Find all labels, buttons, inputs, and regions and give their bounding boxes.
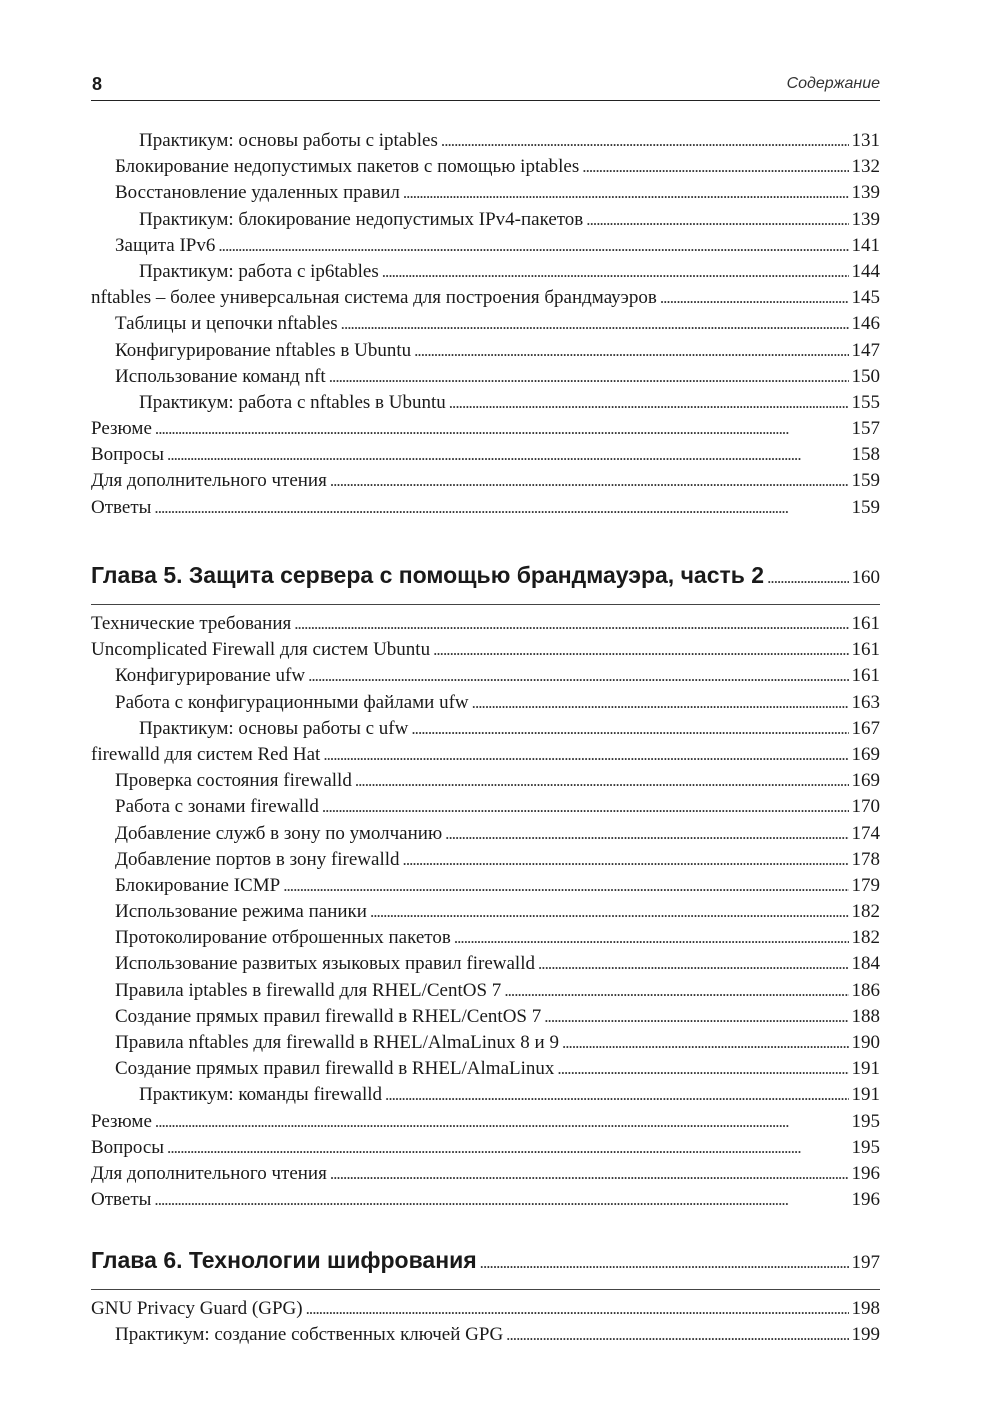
toc-entry-page: 191 xyxy=(851,1058,880,1080)
chapter-heading[interactable] xyxy=(91,562,880,598)
chapter-rule xyxy=(91,604,880,605)
toc-entry-page: 195 xyxy=(851,1136,880,1158)
toc-entry-title: Восстановление удаленных правил xyxy=(115,182,400,204)
toc-entry-page: 174 xyxy=(851,822,880,844)
toc-entry-title: Правила iptables в firewalld для RHEL/CentOS 7 xyxy=(115,979,502,1001)
toc-entry-page: 139 xyxy=(851,182,880,204)
chapter-entries xyxy=(91,1296,880,1348)
toc-entry[interactable] xyxy=(91,716,880,742)
leader-dots xyxy=(414,338,848,364)
toc-entry[interactable] xyxy=(91,1109,880,1135)
toc-entry[interactable] xyxy=(91,663,880,689)
toc-entry-page: 188 xyxy=(851,1005,880,1027)
toc-entry[interactable] xyxy=(91,1004,880,1030)
toc-entry-title: Добавление служб в зону по умолчанию xyxy=(115,822,443,844)
toc-entry-title: Вопросы xyxy=(91,444,165,466)
toc-entry-title: Конфигурирование nftables в Ubuntu xyxy=(115,339,412,361)
toc-entry[interactable] xyxy=(91,742,880,768)
toc-entry-title: Проверка состояния firewalld xyxy=(115,770,352,792)
chapter-entries xyxy=(91,611,880,1213)
toc-entry-title: Создание прямых правил firewalld в RHEL/AlmaLinux xyxy=(115,1058,555,1080)
toc-entry-title: Для дополнительного чтения xyxy=(91,1162,327,1184)
toc-entry[interactable] xyxy=(91,1296,880,1322)
toc-entry-page: 198 xyxy=(851,1298,880,1319)
toc-entry[interactable] xyxy=(91,390,880,416)
leader-dots xyxy=(433,637,848,663)
toc-entry[interactable] xyxy=(91,311,880,337)
leader-dots xyxy=(154,1187,848,1213)
leader-dots xyxy=(382,259,849,285)
leader-dots xyxy=(294,611,848,637)
toc-entry-title: Добавление портов в зону firewalld xyxy=(115,848,400,870)
chapter-rule xyxy=(91,1289,880,1290)
toc-entry[interactable] xyxy=(91,180,880,206)
toc-entry-page: 139 xyxy=(851,208,880,230)
toc-entry-title: Вопросы xyxy=(91,1136,165,1158)
chapter-heading[interactable] xyxy=(91,1247,880,1283)
toc-entry[interactable] xyxy=(91,873,880,899)
leader-dots xyxy=(370,899,849,925)
toc-entry-title: Использование развитых языковых правил firewalld xyxy=(115,953,535,975)
toc-section-chapter6 xyxy=(91,1247,880,1348)
toc-entry-page: 146 xyxy=(851,313,880,335)
toc-entry[interactable] xyxy=(91,1187,880,1213)
toc-entry-title: GNU Privacy Guard (GPG) xyxy=(91,1298,303,1319)
toc-entry-title: nftables – более универсальная система для построения брандмауэров xyxy=(91,287,657,309)
toc-entry[interactable] xyxy=(91,128,880,154)
toc-entry-page: 186 xyxy=(851,979,880,1001)
leader-dots xyxy=(283,873,848,899)
toc-entry[interactable] xyxy=(91,1135,880,1161)
leader-dots xyxy=(403,180,849,206)
toc-entry-page: 167 xyxy=(851,717,880,739)
toc-entry-title: Блокирование недопустимых пакетов с помощью iptables xyxy=(115,156,580,178)
toc-entry-title: Использование команд nft xyxy=(115,365,326,387)
toc-entry-page: 144 xyxy=(851,260,880,282)
toc-entry-title: Практикум: создание собственных ключей GPG xyxy=(115,1324,504,1346)
leader-dots xyxy=(562,1030,849,1056)
toc-entry[interactable] xyxy=(91,207,880,233)
leader-dots xyxy=(506,1322,848,1348)
toc-entry-page: 161 xyxy=(851,639,880,661)
leader-dots xyxy=(557,1056,848,1082)
chapter-page: 160 xyxy=(851,567,880,588)
toc-entry-page: 182 xyxy=(851,927,880,949)
chapter-title: Глава 6. Технологии шифрования xyxy=(91,1247,477,1273)
toc-entry[interactable] xyxy=(91,338,880,364)
leader-dots xyxy=(544,1004,848,1030)
leader-dots xyxy=(308,663,848,689)
toc-entry[interactable] xyxy=(91,847,880,873)
toc-entry-page: 159 xyxy=(851,470,880,492)
leader-dots xyxy=(155,416,849,442)
toc-entry-page: 178 xyxy=(851,848,880,870)
leader-dots xyxy=(441,128,849,154)
toc-entry-page: 157 xyxy=(851,418,880,440)
leader-dots xyxy=(341,311,849,337)
toc-entry[interactable] xyxy=(91,416,880,442)
toc-entry-page: 150 xyxy=(851,365,880,387)
toc-entry-title: Ответы xyxy=(91,1189,152,1211)
toc-entry-title: Таблицы и цепочки nftables xyxy=(115,313,338,335)
toc-entry[interactable] xyxy=(91,925,880,951)
toc-entry-page: 199 xyxy=(851,1324,880,1346)
toc-entry-title: Uncomplicated Firewall для систем Ubuntu xyxy=(91,639,431,661)
toc-entry-page: 184 xyxy=(851,953,880,975)
toc-entry-page: 141 xyxy=(851,234,880,256)
toc-entry[interactable] xyxy=(91,259,880,285)
leader-dots xyxy=(385,1082,848,1108)
toc-entry-title: Резюме xyxy=(91,418,152,440)
leader-dots xyxy=(329,364,849,390)
toc-entry-page: 132 xyxy=(851,156,880,178)
toc-entry-title: Резюме xyxy=(91,1110,152,1132)
toc-entry-page: 179 xyxy=(851,874,880,896)
leader-dots xyxy=(355,768,849,794)
toc-section-chapter5 xyxy=(91,562,880,1213)
toc-entry[interactable] xyxy=(91,495,880,521)
leader-dots xyxy=(445,821,848,847)
toc-entry[interactable] xyxy=(91,768,880,794)
toc-entry-page: 131 xyxy=(851,130,880,151)
toc-entry-page: 161 xyxy=(851,613,880,634)
toc-entry-title: Блокирование ICMP xyxy=(115,874,281,896)
toc-entry[interactable] xyxy=(91,637,880,663)
running-title: Содержание xyxy=(786,75,880,92)
toc-entry-title: Работа с зонами firewalld xyxy=(115,796,319,818)
leader-dots xyxy=(480,1253,849,1273)
leader-dots xyxy=(155,1109,849,1135)
toc-entry-title: Технические требования xyxy=(91,613,292,634)
toc-entry-page: 161 xyxy=(851,665,880,687)
page-number: 8 xyxy=(92,74,103,94)
leader-dots xyxy=(330,468,849,494)
toc-entry-title: Конфигурирование ufw xyxy=(115,665,306,687)
toc-entry-page: 163 xyxy=(851,691,880,713)
leader-dots xyxy=(322,794,849,820)
leader-dots xyxy=(167,442,848,468)
toc-entry-page: 147 xyxy=(851,339,880,361)
toc-entry-title: Протоколирование отброшенных пакетов xyxy=(115,927,451,949)
leader-dots xyxy=(586,207,848,233)
page-header xyxy=(91,72,880,101)
leader-dots xyxy=(411,716,848,742)
toc-entry-page: 170 xyxy=(851,796,880,818)
toc-entry-title: Ответы xyxy=(91,496,152,518)
toc-entry-page: 182 xyxy=(851,901,880,923)
toc-entry[interactable] xyxy=(91,233,880,259)
toc-entry[interactable] xyxy=(91,951,880,977)
toc-entry[interactable] xyxy=(91,364,880,390)
toc-entry[interactable] xyxy=(91,821,880,847)
leader-dots xyxy=(660,285,849,311)
toc-entry[interactable] xyxy=(91,978,880,1004)
leader-dots xyxy=(330,1161,849,1187)
toc-entry[interactable] xyxy=(91,1056,880,1082)
toc-section-chapter4-continued xyxy=(91,128,880,521)
toc-entry-page: 155 xyxy=(851,391,880,413)
toc-entry-title: Работа с конфигурационными файлами ufw xyxy=(115,691,469,713)
toc-entry-title: Практикум: команды firewalld xyxy=(139,1084,383,1106)
toc-entry[interactable] xyxy=(91,1161,880,1187)
toc-entry-title: Создание прямых правил firewalld в RHEL/CentOS 7 xyxy=(115,1005,542,1027)
leader-dots xyxy=(403,847,849,873)
toc-entry-page: 190 xyxy=(851,1032,880,1053)
toc-entry[interactable] xyxy=(91,611,880,637)
toc-entry-page: 169 xyxy=(851,770,880,792)
toc-entry-page: 191 xyxy=(851,1084,880,1106)
leader-dots xyxy=(167,1135,848,1161)
toc-entry-title: firewalld для систем Red Hat xyxy=(91,743,321,765)
toc-entry-title: Практикум: работа с ip6tables xyxy=(139,260,379,282)
toc-entry-page: 196 xyxy=(851,1189,880,1211)
toc-entry-title: Практикум: блокирование недопустимых IPv4-пакетов xyxy=(139,208,584,230)
toc-entry[interactable] xyxy=(91,899,880,925)
toc-entry[interactable] xyxy=(91,1322,880,1348)
toc-entry[interactable] xyxy=(91,154,880,180)
leader-dots xyxy=(449,390,849,416)
toc-entry[interactable] xyxy=(91,794,880,820)
toc-entry[interactable] xyxy=(91,1082,880,1108)
toc-entry-title: Правила nftables для firewalld в RHEL/AlmaLinux 8 и 9 xyxy=(115,1032,559,1053)
leader-dots xyxy=(538,951,849,977)
toc-entry-page: 159 xyxy=(851,496,880,518)
toc-entry-title: Для дополнительного чтения xyxy=(91,470,327,492)
chapter-title: Глава 5. Защита сервера с помощью брандмауэра, часть 2 xyxy=(91,562,765,588)
toc-entry[interactable] xyxy=(91,442,880,468)
toc-entry[interactable] xyxy=(91,285,880,311)
toc-entry-page: 169 xyxy=(851,743,880,765)
toc-entry-title: Использование режима паники xyxy=(115,901,367,923)
toc-entry-page: 196 xyxy=(851,1162,880,1184)
leader-dots xyxy=(582,154,848,180)
toc-entry-page: 195 xyxy=(851,1110,880,1132)
toc-entry-title: Практикум: основы работы с ufw xyxy=(139,717,409,739)
leader-dots xyxy=(154,495,848,521)
toc-entry-title: Практикум: основы работы с iptables xyxy=(139,130,438,151)
leader-dots xyxy=(504,978,848,1004)
toc-entry[interactable] xyxy=(91,690,880,716)
leader-dots xyxy=(767,568,848,588)
leader-dots xyxy=(472,690,849,716)
leader-dots xyxy=(306,1296,849,1322)
toc-entry[interactable] xyxy=(91,468,880,494)
leader-dots xyxy=(323,742,848,768)
toc-entry-title: Практикум: работа с nftables в Ubuntu xyxy=(139,391,446,413)
chapter-page: 197 xyxy=(851,1252,880,1273)
toc-entry-title: Защита IPv6 xyxy=(115,234,216,256)
toc-entry-page: 158 xyxy=(851,444,880,466)
toc-entry[interactable] xyxy=(91,1030,880,1056)
leader-dots xyxy=(218,233,848,259)
toc-entry-page: 145 xyxy=(851,287,880,309)
leader-dots xyxy=(454,925,849,951)
